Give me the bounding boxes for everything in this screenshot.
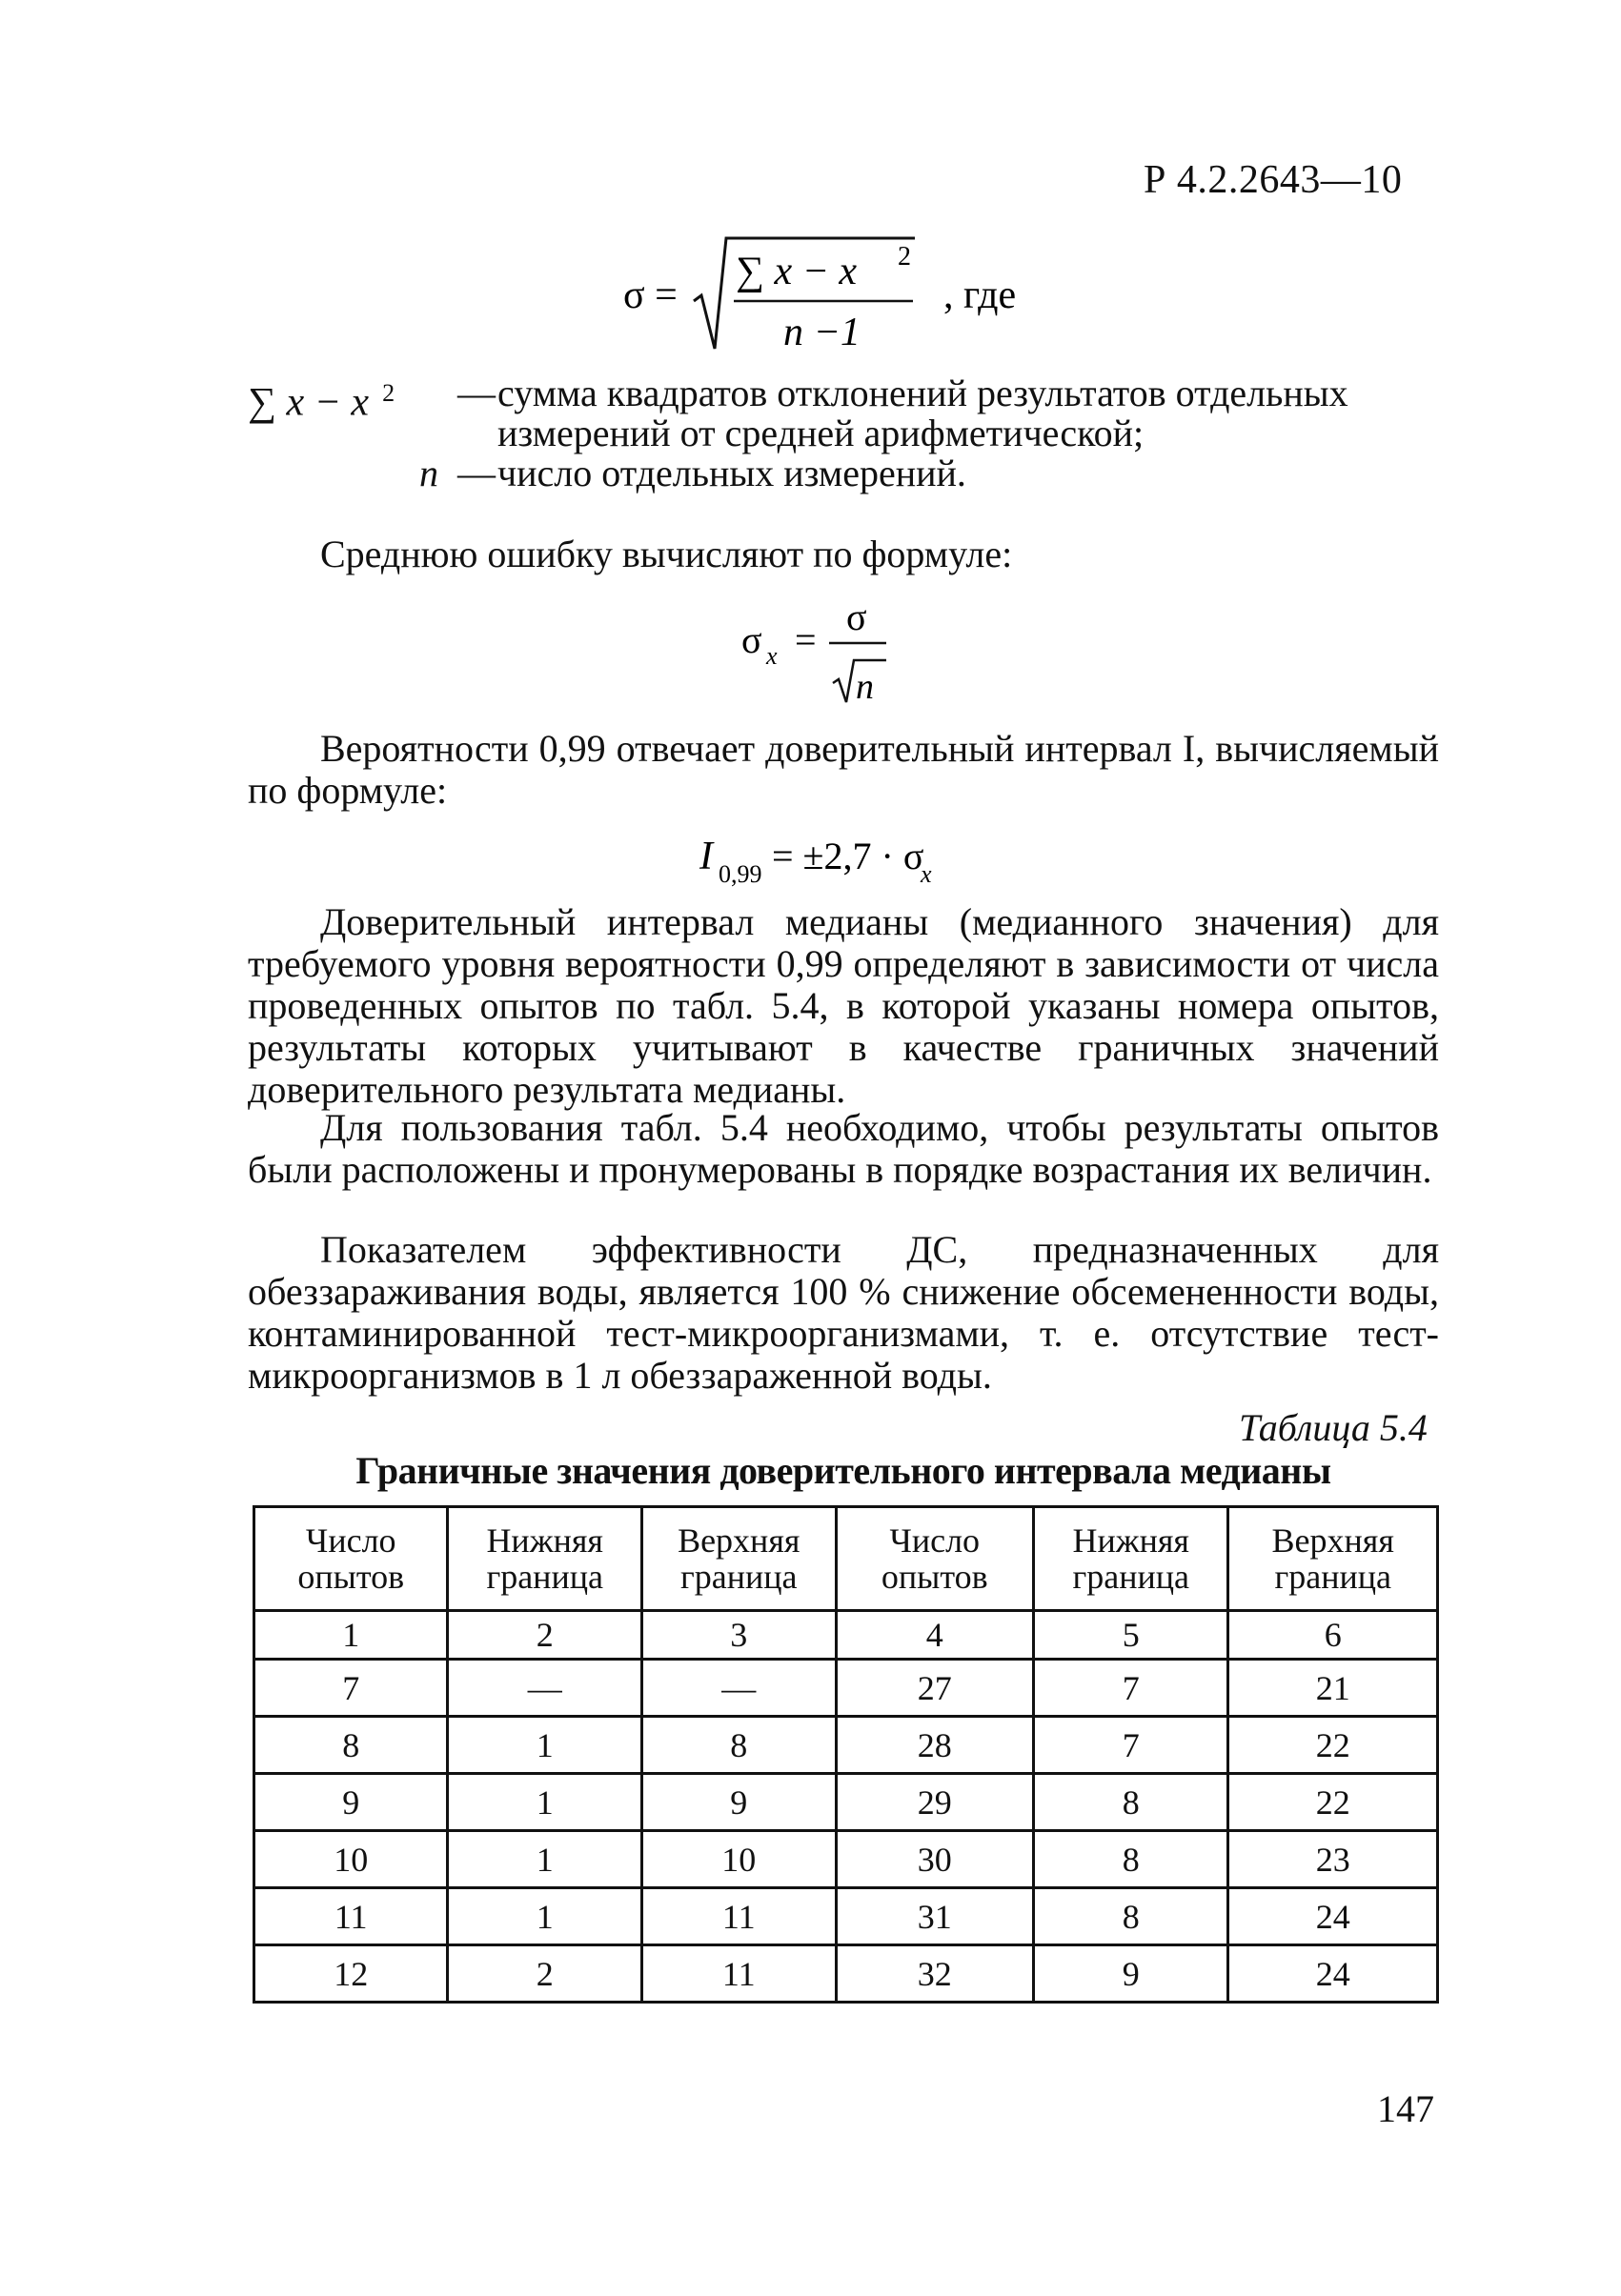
header-line: Верхняя — [1271, 1521, 1394, 1560]
table-cell: 9 — [1033, 1945, 1228, 2003]
table-row — [254, 1774, 1438, 1831]
table-row — [254, 1831, 1438, 1888]
definition-symbol-n — [248, 453, 438, 493]
header-line: граница — [486, 1558, 603, 1596]
table-cell: 24 — [1228, 1888, 1438, 1945]
table-row — [254, 1717, 1438, 1774]
document-code: Р 4.2.2643—10 — [1144, 158, 1403, 202]
header-line: граница — [1274, 1558, 1391, 1596]
formula-numerator: σ — [846, 595, 867, 638]
definition-text-line: измерений от средней арифметической; — [497, 412, 1145, 454]
header-cell — [836, 1507, 1033, 1611]
formula-suffix: , где — [943, 273, 1017, 317]
table-cell: 8 — [1033, 1831, 1228, 1888]
formula-numerator: ∑ x − x — [736, 250, 858, 293]
definition-sum — [248, 373, 1439, 453]
paragraph-usage: Для пользования табл. 5.4 необходимо, чтобы результаты опытов были расположены и пронумерованы в порядке возрастания их величин. — [248, 1106, 1439, 1191]
table-cell: 1 — [448, 1888, 642, 1945]
formula-denominator: n −1 — [783, 311, 861, 354]
table-cell: 11 — [641, 1888, 836, 1945]
column-number-cell: 3 — [641, 1611, 836, 1660]
table-cell: 22 — [1228, 1774, 1438, 1831]
header-line: граница — [679, 1558, 798, 1596]
header-line: Число — [889, 1521, 981, 1560]
column-number-cell: 2 — [448, 1611, 642, 1660]
table-cell: 1 — [448, 1717, 642, 1774]
table-cell: — — [641, 1660, 836, 1717]
table-cell: 21 — [1228, 1660, 1438, 1717]
table-row — [254, 1660, 1438, 1717]
formula-equals: = — [795, 618, 817, 661]
table-cell: 32 — [836, 1945, 1033, 2003]
definition-text — [497, 373, 1450, 453]
table-cell: 9 — [641, 1774, 836, 1831]
definition-n — [248, 453, 1439, 493]
table-header-row — [254, 1507, 1438, 1611]
table-cell: 30 — [836, 1831, 1033, 1888]
page-number: 147 — [1377, 2087, 1434, 2130]
table-caption: Таблица 5.4 — [1239, 1406, 1428, 1449]
table-cell: 12 — [254, 1945, 448, 2003]
definitions-list — [248, 373, 1439, 493]
formula-lhs-subscript: x — [766, 642, 778, 670]
table-cell: 11 — [641, 1945, 836, 2003]
column-number-cell: 4 — [836, 1611, 1033, 1660]
table-cell: 8 — [254, 1717, 448, 1774]
header-line: опытов — [297, 1558, 405, 1596]
table-cell: 7 — [1033, 1717, 1228, 1774]
definition-dash: — — [457, 372, 496, 414]
table-cell: 9 — [254, 1774, 448, 1831]
table-cell: 29 — [836, 1774, 1033, 1831]
table-cell: 31 — [836, 1888, 1033, 1945]
definition-symbol-sum — [248, 373, 467, 425]
confidence-interval-table — [253, 1505, 1439, 2004]
table-cell: 1 — [448, 1831, 642, 1888]
header-cell — [1033, 1507, 1228, 1611]
table-column-numbers-row — [254, 1611, 1438, 1660]
formula-lhs: σ — [741, 618, 762, 661]
table-cell: 27 — [836, 1660, 1033, 1717]
formula-standard-deviation-svg — [610, 227, 1058, 360]
header-line: Верхняя — [678, 1521, 800, 1560]
header-line: Нижняя — [486, 1521, 603, 1560]
definition-symbol-text: n — [419, 452, 438, 494]
header-cell — [641, 1507, 836, 1611]
table-cell: — — [448, 1660, 642, 1717]
column-number-cell: 5 — [1033, 1611, 1228, 1660]
table-row — [254, 1945, 1438, 2003]
formula-standard-deviation — [610, 227, 1058, 360]
header-line: опытов — [881, 1558, 988, 1596]
header-line: Число — [305, 1521, 396, 1560]
column-number-cell: 6 — [1228, 1611, 1438, 1660]
header-cell — [1228, 1507, 1438, 1611]
table-cell: 10 — [254, 1831, 448, 1888]
formula-rhs: = ±2,7 · σ — [772, 835, 924, 877]
table-cell: 1 — [448, 1774, 642, 1831]
paragraph-probability: Вероятности 0,99 отвечает доверительный интервал I, вычисляемый по формуле: — [248, 727, 1439, 812]
formula-lhs: I — [699, 835, 713, 878]
table-cell: 22 — [1228, 1717, 1438, 1774]
header-cell — [448, 1507, 642, 1611]
formula-interval — [696, 827, 1001, 898]
header-line: граница — [1072, 1558, 1189, 1596]
table-cell: 8 — [641, 1717, 836, 1774]
table-cell: 8 — [1033, 1774, 1228, 1831]
table-cell: 11 — [254, 1888, 448, 1945]
formula-mean-error — [734, 595, 962, 715]
table-cell: 7 — [1033, 1660, 1228, 1717]
table-cell: 28 — [836, 1717, 1033, 1774]
table-cell: 24 — [1228, 1945, 1438, 2003]
definition-symbol-text: ∑ x − x — [248, 380, 370, 425]
table-cell: 23 — [1228, 1831, 1438, 1888]
table-cell: 2 — [448, 1945, 642, 2003]
table-cell: 8 — [1033, 1888, 1228, 1945]
formula-denominator: n — [856, 667, 874, 707]
formula-rhs-subscript: x — [921, 860, 932, 888]
formula-interval-svg — [696, 827, 1001, 894]
table-title: Граничные значения доверительного интервала медианы — [355, 1449, 1331, 1492]
definition-dash: — — [457, 452, 496, 494]
table-cell: 7 — [254, 1660, 448, 1717]
definition-text: число отдельных измерений. — [497, 452, 966, 494]
table-row — [254, 1888, 1438, 1945]
definition-text-line: сумма квадратов отклонений результатов отдельных — [497, 372, 1348, 414]
paragraph-median: Доверительный интервал медианы (медианного значения) для требуемого уровня вероятности 0,99 определяют в зависимости от числа проведенных опытов по табл. 5.4, в которой указаны номера опытов, результаты которых учитывают в качестве граничных значений доверительного результата медианы. — [248, 900, 1439, 1111]
header-line: Нижняя — [1072, 1521, 1189, 1560]
paragraph-mean-error: Среднюю ошибку вычисляют по формуле: — [320, 533, 1013, 575]
paragraph-efficiency: Показателем эффективности ДС, предназначенных для обеззараживания воды, является 100 % снижение обсемененности воды, контаминированной тест-микроорганизмами, т. е. отсутствие тест-микроорганизмов в 1 л обеззараженной воды. — [248, 1228, 1439, 1397]
definition-symbol-exponent: 2 — [382, 379, 395, 407]
formula-lhs-subscript: 0,99 — [719, 860, 762, 888]
formula-mean-error-svg — [734, 595, 962, 710]
formula-numerator-exponent: 2 — [898, 242, 911, 272]
table-cell: 10 — [641, 1831, 836, 1888]
formula-lhs: σ = — [623, 273, 678, 317]
column-number-cell: 1 — [254, 1611, 448, 1660]
header-cell — [254, 1507, 448, 1611]
